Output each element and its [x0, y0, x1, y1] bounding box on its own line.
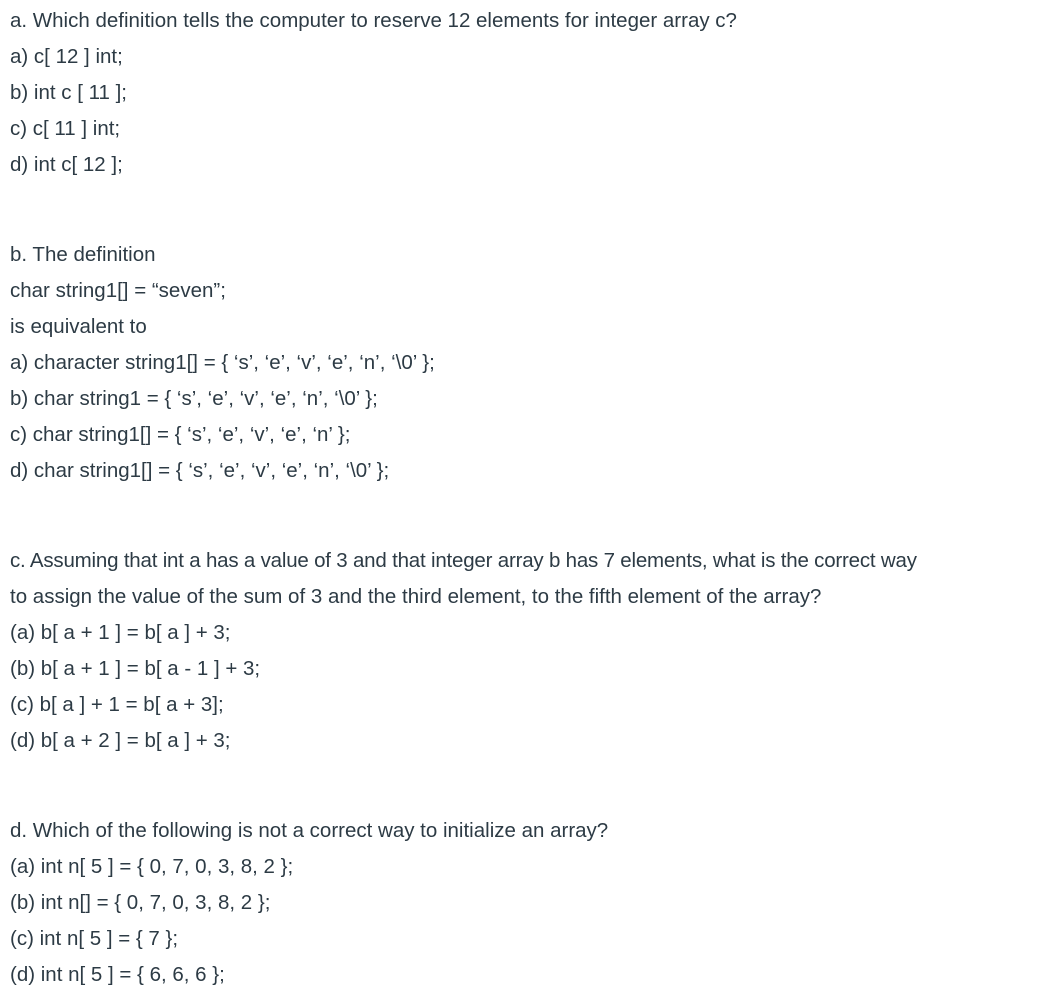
answer-option: (c) int n[ 5 ] = { 7 }; — [10, 927, 179, 950]
question-d — [10, 813, 1058, 993]
answer-option: a) c[ 12 ] int; — [10, 45, 123, 68]
answer-option: c) char string1[] = { ‘s’, ‘e’, ‘v’, ‘e’, ‘n’ }; — [10, 423, 351, 446]
question-prompt: d. Which of the following is not a correct way to initialize an array? — [10, 819, 609, 842]
answer-option: (d) int n[ 5 ] = { 6, 6, 6 }; — [10, 963, 225, 986]
answer-option: a) character string1[] = { ‘s’, ‘e’, ‘v’, ‘e’, ‘n’, ‘\0’ }; — [10, 351, 435, 374]
question-prompt: c. Assuming that int a has a value of 3 and that integer array b has 7 elements, what is the correct way — [10, 549, 917, 572]
answer-option: b) int c [ 11 ]; — [10, 81, 127, 104]
question-prompt: b. The definition — [10, 243, 156, 266]
question-a — [10, 3, 1058, 183]
answer-option: d) char string1[] = { ‘s’, ‘e’, ‘v’, ‘e’, ‘n’, ‘\0’ }; — [10, 459, 390, 482]
answer-option: (d) b[ a + 2 ] = b[ a ] + 3; — [10, 729, 231, 752]
answer-option: (b) int n[] = { 0, 7, 0, 3, 8, 2 }; — [10, 891, 271, 914]
answer-option: d) int c[ 12 ]; — [10, 153, 123, 176]
answer-option: (a) int n[ 5 ] = { 0, 7, 0, 3, 8, 2 }; — [10, 855, 294, 878]
question-prompt-continued: to assign the value of the sum of 3 and the third element, to the fifth element of the array? — [10, 585, 822, 608]
answer-option: (c) b[ a ] + 1 = b[ a + 3]; — [10, 693, 224, 716]
answer-option: b) char string1 = { ‘s’, ‘e’, ‘v’, ‘e’, ‘n’, ‘\0’ }; — [10, 387, 378, 410]
question-prompt-suffix: is equivalent to — [10, 315, 147, 338]
question-b — [10, 237, 1058, 489]
question-c — [10, 543, 1058, 759]
answer-option: (a) b[ a + 1 ] = b[ a ] + 3; — [10, 621, 231, 644]
code-snippet: char string1[] = “seven”; — [10, 279, 226, 302]
answer-option: (b) b[ a + 1 ] = b[ a - 1 ] + 3; — [10, 657, 261, 680]
answer-option: c) c[ 11 ] int; — [10, 117, 121, 140]
question-prompt: a. Which definition tells the computer to reserve 12 elements for integer array c? — [10, 9, 737, 32]
